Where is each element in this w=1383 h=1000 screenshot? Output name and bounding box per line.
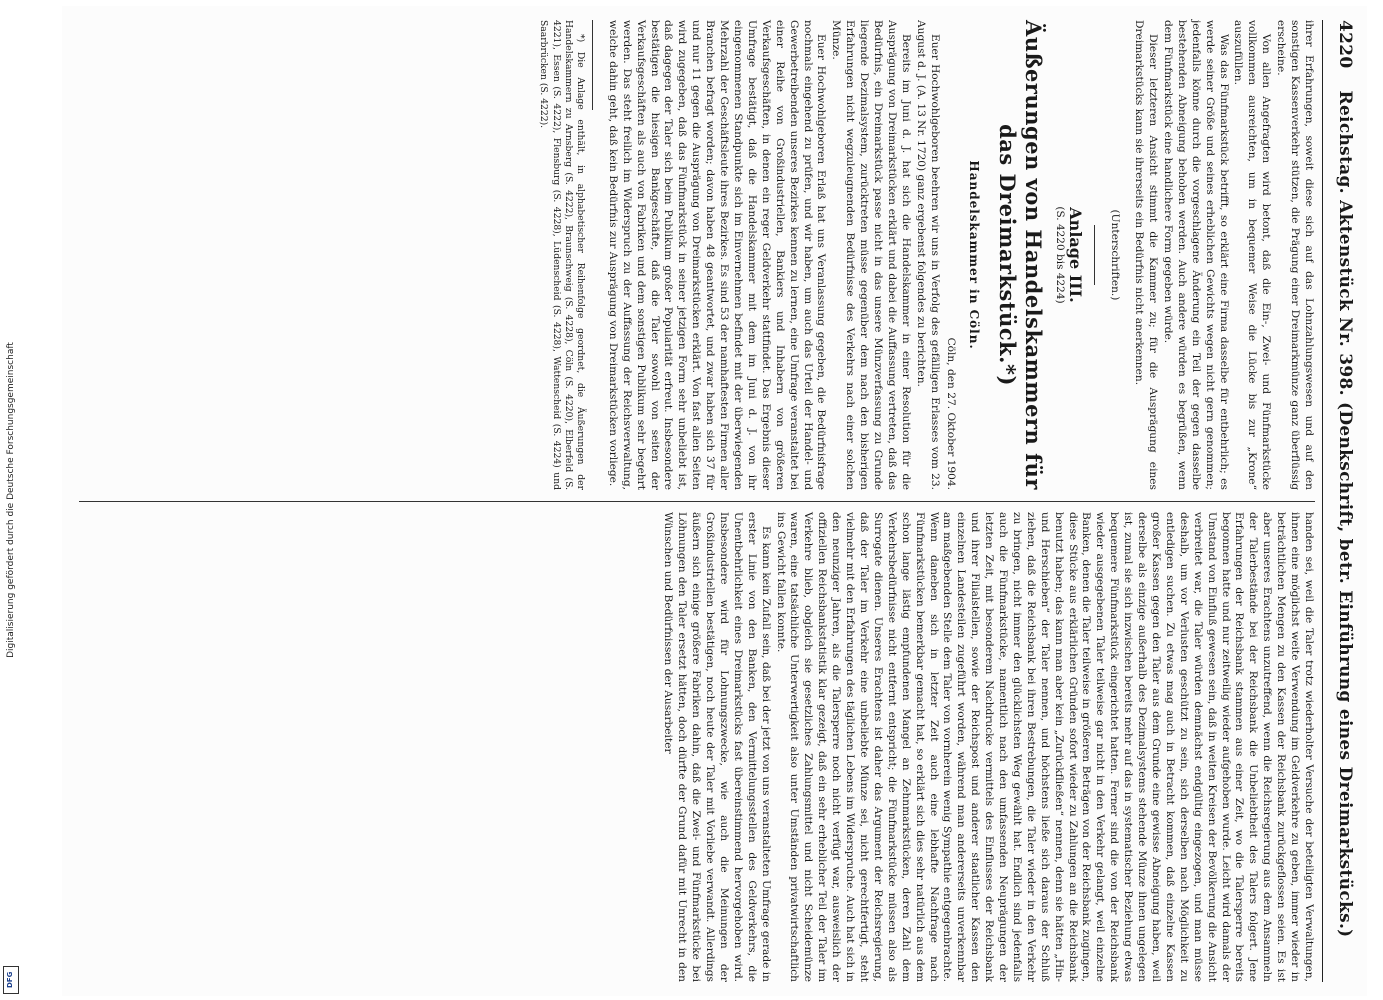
dateline: Cöln, den 27. Oktober 1904. xyxy=(944,337,957,490)
footnote-divider xyxy=(592,20,593,110)
chamber-heading: Handelskammer in Cöln. xyxy=(967,160,982,350)
paragraph: handen sei, weil die Taler trotz wiederholter Versuche der beteiligten Verwaltungen, ihnen eine möglichst weite Verwendung im Geldverkehre zu geben, immer wieder in beträchtlichen Mengen zu den Kassen der Reichsbank zurückgeflossen seien. Es ist aber unseres Erachtens unzutreffend, wenn die Reichsregierung aus dem Ansammeln der Talerbestände bei der Reichsbank die Unbeliebtheit des Talers folgert. Jene Erfahrungen der Reichsbank stammen aus einer Zeit, wo die Talersperre bereits begonnen hatte und nur zeitweilig wieder aufgehoben wurde. Leicht wird damals der Umstand von Einfluß gewesen sein, daß in weiten Kreisen der Bevölkerung die Ansicht verbreitet war, die Taler würden demnächst endgültig eingezogen, und man müsse deshalb, um vor Verlusten geschützt zu sein, sich derselben nach Möglichkeit zu entledigen suchen. Zu etwas mag auch in Betracht kommen, daß einzelne Kassen großer Kassen gegen den Taler aus dem Grunde eine gewisse Abneigung haben, weil derselbe als einzige außerhalb des Dezimalsystems stehende Münze ihnen ungelegen ist, zumal sie sich inzwischen bereits mehr auf das in systematischer Beziehung etwas bequemere Fünfmarkstück eingerichtet hatten. Ferner sind die von der Reichsbank wieder ausgegebenen Taler teilweise gar nicht in den Verkehr gelangt, weil einzelne Banken, denen die Taler teilweise in größeren Beträgen von der Reichsbank zugingen, diese Stücke aus erklärlichen Gründen sofort wieder zu Zahlungen an die Reichsbank benutzt haben; das kann man aber kein „Zurückfließen“ nennen, denn sie hätten „Hin- und Herschieben“ der Taler nennen, und höchstens ließe sich daraus der Schluß ziehen, daß die Reichsbank bei ihren Bestrebungen, die Taler wieder in den Verkehr zu bringen, nicht immer den glücklichsten Weg gewählt hat. Endlich sind jedenfalls auch die Fünfmarkstücke, namentlich nach den umfassenden Neuprägungen der letzten Zeit, mit besonderem Nachdrucke vermittels des Einflusses der Reichsbank und ihrer Filialstellen, sowie der Reichspost und anderer staatlicher Kassen den einzelnen Landesteilen zugeführt worden, während man andererseits unverkennbar am maßgebenden Stelle dem Taler von vornherein wenig Sympathie entgegenbrachte. Wenn daneben sich in letzter Zeit auch eine lebhafte Nachfrage nach Fünfmarkstücken bemerkbar gemacht hat, so erklärt sich dies sehr natürlich aus dem schon lange lästig empfundenen Mangel an Zehnmarkstücken, deren Zahl dem Verkehrsbedürfnisse nicht entfernt entspricht; die Fünfmarkstücke müssen also als Surrogate dienen. Unseres Erachtens ist daher das Argument der Reichsregierung, daß der Taler im Verkehr eine unbeliebte Münze sei, nicht gerechtfertigt, steht vielmehr mit den Erfahrungen des täglichen Lebens im Widerspruche. Auch hat sich in den neunziger Jahren, als die Talersperre noch nicht verfügt war, ausweislich der offiziellen Reichsbankstatistik klar gezeigt, daß ein sehr erheblicher Teil der Taler im Verkehre blieb, obgleich sie gesetzliches Zahlungsmittel und nicht Scheidemünze waren, eine tatsächliche Unterwertigkeit also unter Umständen privatwirtschaftlich ins Gewicht fallen konnte. xyxy=(774,512,1315,982)
page-content xyxy=(62,6,1367,996)
paragraph: Was das Fünfmarkstück betrifft, so erklärt eine Firma dasselbe für entbehrlich; es werde seiner Größe und seines erheblichen Gewichts wegen nicht gern genommen; jedenfalls könne durch die vorgeschlagene Änderung ein Teil der gegen dasselbe bestehenden Abneigung behoben werden. Auch andere würden es begrüßen, wenn dem Fünfmarkstück eine handlichere Form gegeben würde. xyxy=(1161,20,1230,490)
paragraph: Von allen Angefragten wird betont, daß die Ein-, Zwei- und Fünfmarkstücke vollkommen ausreichten, um in bequemer Weise die Lücke bis zur „Krone“ auszufüllen. xyxy=(1232,20,1273,490)
paragraph: Euer Hochwohlgeboren Erlaß hat uns Veranlassung gegeben, die Bedürfnisfrage nochmals eingehend zu prüfen, und wir haben, um auch das Urteil der Handel- und Gewerbetreibenden unseres Bezirkes kennen zu lernen, eine Umfrage veranstaltet bei einer Reihe von Großindustriellen, Bankiers und Inhabern von größeren Verkaufsgeschäften, in denen ein reger Geldverkehr stattfindet. Das Ergebnis dieser Umfrage bestätigt, daß die Handelskammer mit dem im Juni d. J. von ihr eingenommenen Standpunkte sich im Einvernehmen befindet mit der überwiegenden Mehrzahl der Geschäftsleute ihres Bezirkes. Es sind 53 der namhaftesten Firmen aller Branchen befragt worden; davon haben 48 geantwortet, und zwar haben sich 37 für und nur 11 gegen die Ausprägung von Dreimarkstücken erklärt. Von fast allen Seiten wird zugegeben, daß das Fünfmarkstück in seiner jetzigen Form sehr unbeliebt ist, daß dagegen der Taler sich beim Publikum großer Popularität erfreut. Insbesondere bestätigen die hiesigen Bankgeschäfte, daß die Taler sowohl von seiten der Verkaufsgeschäften als auch von Fabriken und dem sonstigen Publikum sehr begehrt werden. Das steht freilich im Widerspruch zu der Auffassung der Reichsverwaltung, welche dahin geht, daß kein Bedürfnis zur Ausprägung von Dreimarkstücken vorliege. xyxy=(606,20,828,490)
paragraph: Euer Hochwohlgeboren beehren wir uns in Verfolg des gefälligen Erlasses vom 23. August d. J. (A. 13 Nr. 1720) ganz ergebenst folgendes zu berichten. xyxy=(914,20,941,490)
paragraph: Bereits im Juni d. J. hat sich die Handelskammer in einer Resolution für die Ausprägung von Dreimarkstücken erklärt und dabei die Auffassung vertreten, daß das Bedürfnis, ein Dreimarkstück passe nicht in das unsere Münzverfassung zu Grunde liegende Dezimalsystem, zurücktreten müsse gegenüber dem nach den bisherigen Erfahrungen nicht wegzuleugnenden Bedürfnisse des Verkehrs nach einer solchen Münze. xyxy=(830,20,912,490)
paragraph: Es kann kein Zufall sein, daß bei der jetzt von uns veranstalteten Umfrage gerade in erster Linie von den Banken, den Vermittelungsstellen des Geldverkehrs, die Unentbehrlichkeit eines Dreimarkstücks fast übereinstimmend hervorgehoben wird. Insbesondere wird für Lohnungszwecke, wie auch die Meinungen der Großindustriellen bestätigen, noch heute der Taler mit Vorliebe verwandt. Allerdings äußern sich einige größere Fabriken dahin, daß die Zwei- und Fünfmarkstücke bei Löhnungen den Taler ersetzt hätten, doch dürfte der Grund dafür mit Unrecht in den Wünschen und Bedürfnissen der Ausarbeiter xyxy=(662,512,772,982)
footnote: *) Die Anlage enthält, in alphabetischer Reihenfolge geordnet, die Äußerungen der Handelskammern zu Arnsberg (S. 4222), Braunschweig (S. 4228), Cöln (S. 4220), Elberfeld (S. 4221), Essen (S. 4222), Flensburg (S. 4228), Lüdenscheid (S. 4228), Wattenscheid (S. 4224) und Saarbrücken (S. 4222). xyxy=(538,20,586,490)
annex-title: Anlage III. xyxy=(1066,207,1086,303)
credit-text: Digitalisierung gefördert durch die Deutsche Forschungsgemeinschaft xyxy=(6,342,16,658)
section-heading: Äußerungen von Handelskammern für das Dreimarkstück.*) xyxy=(995,20,1047,490)
signature: (Unterschriften.) xyxy=(1109,209,1122,301)
page-number: 4220 xyxy=(1335,20,1355,69)
paragraph: ihrer Erfahrungen, soweit diese sich auf das Lohnzahlungswesen und auf den sonstigen Kassenverkehr stützen, die Prägung einer Dreimarkmünze ganz überflüssig erscheine. xyxy=(1275,20,1315,490)
right-column xyxy=(659,512,1315,982)
paragraph: Dieser letzteren Ansicht stimmt die Kammer zu; für die Ausprägung eines Dreimarkstücks kann sie ihrerseits ein Bedürfnis nicht anerkennen. xyxy=(1133,20,1160,490)
running-title: Reichstag. Aktenstück Nr. 398. (Denkschrift, betr. Einführung eines Dreimarkstücks.) xyxy=(1335,90,1355,938)
dfg-logo: DFG xyxy=(3,966,19,994)
column-divider xyxy=(79,501,1315,502)
annex-page-reference: (S. 4220 bis 4224) xyxy=(1054,206,1067,304)
divider xyxy=(1094,225,1095,285)
running-header xyxy=(1322,20,1367,982)
digitization-credit xyxy=(0,0,22,1000)
left-column xyxy=(536,20,1315,490)
scanned-page xyxy=(62,6,1367,996)
